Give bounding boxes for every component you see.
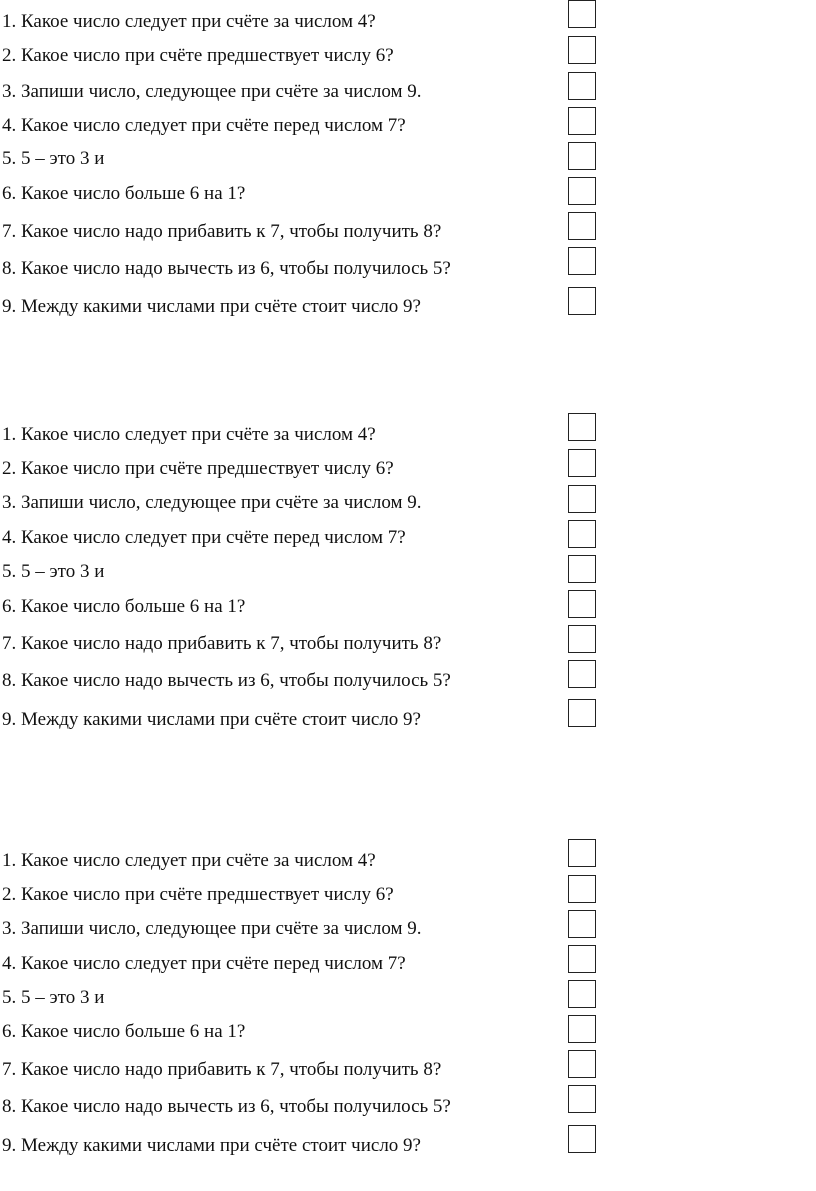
answer-box[interactable]: [568, 0, 596, 28]
question-text: 9. Между какими числами при счёте стоит число 9?: [2, 296, 421, 317]
question-text: 7. Какое число надо прибавить к 7, чтобы получить 8?: [2, 1059, 442, 1080]
question-text: 2. Какое число при счёте предшествует числу 6?: [2, 45, 394, 66]
answer-box[interactable]: [568, 625, 596, 653]
answer-box[interactable]: [568, 910, 596, 938]
answer-box[interactable]: [568, 72, 596, 100]
answer-box[interactable]: [568, 107, 596, 135]
question-text: 8. Какое число надо вычесть из 6, чтобы получилось 5?: [2, 1096, 451, 1117]
question-text: 5. 5 – это 3 и: [2, 561, 105, 582]
question-text: 8. Какое число надо вычесть из 6, чтобы получилось 5?: [2, 258, 451, 279]
question-text: 9. Между какими числами при счёте стоит число 9?: [2, 1135, 421, 1156]
answer-box[interactable]: [568, 590, 596, 618]
answer-box[interactable]: [568, 660, 596, 688]
answer-box[interactable]: [568, 555, 596, 583]
answer-box[interactable]: [568, 1050, 596, 1078]
question-text: 4. Какое число следует при счёте перед числом 7?: [2, 953, 406, 974]
question-text: 1. Какое число следует при счёте за числом 4?: [2, 11, 376, 32]
question-text: 4. Какое число следует при счёте перед числом 7?: [2, 527, 406, 548]
answer-box[interactable]: [568, 449, 596, 477]
question-text: 3. Запиши число, следующее при счёте за числом 9.: [2, 81, 422, 102]
question-text: 5. 5 – это 3 и: [2, 987, 105, 1008]
answer-box[interactable]: [568, 247, 596, 275]
answer-box[interactable]: [568, 699, 596, 727]
question-text: 1. Какое число следует при счёте за числом 4?: [2, 850, 376, 871]
answer-box[interactable]: [568, 1125, 596, 1153]
question-text: 7. Какое число надо прибавить к 7, чтобы получить 8?: [2, 221, 442, 242]
question-text: 3. Запиши число, следующее при счёте за числом 9.: [2, 492, 422, 513]
question-text: 8. Какое число надо вычесть из 6, чтобы получилось 5?: [2, 670, 451, 691]
question-text: 4. Какое число следует при счёте перед числом 7?: [2, 115, 406, 136]
answer-box[interactable]: [568, 945, 596, 973]
answer-box[interactable]: [568, 287, 596, 315]
answer-box[interactable]: [568, 1015, 596, 1043]
answer-box[interactable]: [568, 177, 596, 205]
question-text: 3. Запиши число, следующее при счёте за числом 9.: [2, 918, 422, 939]
question-text: 7. Какое число надо прибавить к 7, чтобы получить 8?: [2, 633, 442, 654]
answer-box[interactable]: [568, 36, 596, 64]
answer-box[interactable]: [568, 520, 596, 548]
answer-box[interactable]: [568, 485, 596, 513]
question-text: 6. Какое число больше 6 на 1?: [2, 1021, 246, 1042]
answer-box[interactable]: [568, 839, 596, 867]
question-text: 9. Между какими числами при счёте стоит число 9?: [2, 709, 421, 730]
question-text: 2. Какое число при счёте предшествует числу 6?: [2, 458, 394, 479]
question-text: 6. Какое число больше 6 на 1?: [2, 596, 246, 617]
answer-box[interactable]: [568, 212, 596, 240]
answer-box[interactable]: [568, 413, 596, 441]
answer-box[interactable]: [568, 875, 596, 903]
question-text: 5. 5 – это 3 и: [2, 148, 105, 169]
question-text: 6. Какое число больше 6 на 1?: [2, 183, 246, 204]
answer-box[interactable]: [568, 142, 596, 170]
answer-box[interactable]: [568, 1085, 596, 1113]
question-text: 1. Какое число следует при счёте за числом 4?: [2, 424, 376, 445]
question-text: 2. Какое число при счёте предшествует числу 6?: [2, 884, 394, 905]
answer-box[interactable]: [568, 980, 596, 1008]
